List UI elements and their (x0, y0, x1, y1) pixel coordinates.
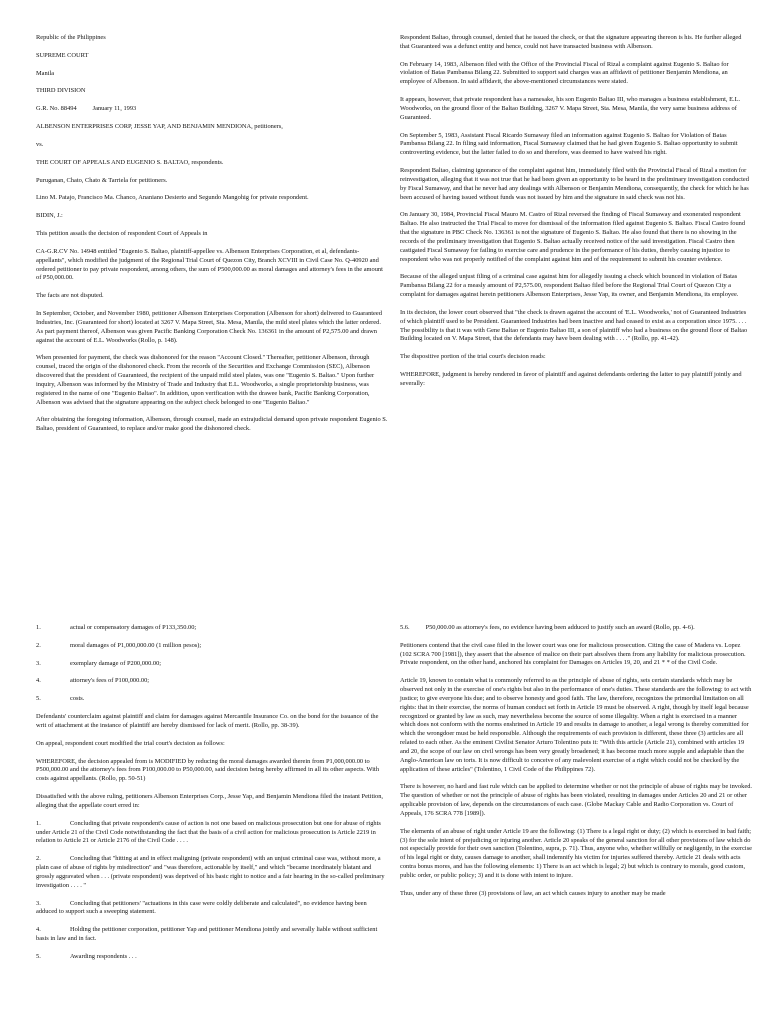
damages-item (36, 660, 388, 669)
paragraph: Thus, under any of these three (3) provisions of law, an act which causes injury to another may be made (400, 889, 666, 897)
header-counsel-respondent: Lino M. Patajo, Francisco Ma. Chanco, Ananiano Desierto and Segundo Mangohig for private respondent. (36, 194, 309, 202)
paragraph: On February 14, 1983, Albenson filed with the Office of the Provincial Fiscal of Rizal a complaint against Eugenio S. Baltao for violation of Batas Pambansa Bilang 22. Submitted to support said charges was an affidavit of petitioner Benjamin Mendiona, an employee of Albenson. In said affidavit, the above-mentioned circumstances were stated. (400, 60, 729, 86)
item-text: Holding the petitioner corporation, petitioner Yap and petitioner Mendiona jointly and severally liable without sufficient basis in law and in fact. (36, 926, 378, 943)
header-respondents: THE COURT OF APPEALS AND EUGENIO S. BALTAO, respondents. (36, 158, 224, 166)
paragraph: Article 19, known to contain what is commonly referred to as the principle of abuse of rights, sets certain standards which may be observed not only in the exercise of one's rights but also in the performance of one's duties. These standards are the following: to act with justice; to give everyone his due; and to observe honesty and good faith. The law, therefore, recognizes the primordial limitation on all rights: that in their exercise, the norms of human conduct set forth in Article 19 must be observed. A right, though by itself legal because recognized or granted by law as such, may nevertheless become the source of some illegality. When a right is exercised in a manner which does not conform with the norms enshrined in Article 19 and results in damage to another, a legal wrong is thereby committed for which the wrongdoer must be held responsible. Although the requirements of each provision is different, these three (3) articles are all related to each other. As the eminent Civilist Senator Arturo Tolentino puts it: "With this article (Article 21), combined with articles 19 and 20, the scope of our law on civil wrongs has been very greatly broadened; it has become much more supple and adaptable than the Anglo-American law on torts. It is now difficult to conceive of any malevolent exercise of a right which could not be checked by the application of these articles" (Tolentino, 1 Civil Code of the Philippines 72). (400, 677, 752, 773)
item-number: 3. (36, 899, 41, 907)
item-text: Awarding respondents . . . (70, 952, 137, 960)
error-item (36, 953, 388, 962)
paragraph: Respondent Baltao, through counsel, denied that he issued the check, or that the signature appearing thereon is his. He further alleged that Guaranteed was a defunct entity and hence, could not have transacted business with Albenson. (400, 34, 742, 50)
item-number: 4. (36, 677, 41, 685)
paragraph: Dissatisfied with the above ruling, petitioners Albenson Enterprises Corp., Jesse Yap, and Benjamin Mendiona filed the instant Petition, alleging that the appellate court erred in: (36, 793, 383, 809)
paragraph: It appears, however, that private respondent has a namesake, his son Eugenio Baltao III, who manages a business establishment, E.L. Woodworks, on the ground floor of the Baltao Building, 3267 V. Mapa Street, Sta. Mesa, Manila, the very same business address of Guaranteed. (400, 96, 741, 121)
paragraph: After obtaining the foregoing information, Albenson, through counsel, made an extrajudicial demand upon private respondent Eugenio S. Baltao, president of Guaranteed, to replace and/or make good the dishonored check. (36, 416, 388, 433)
header-ponente: BIDIN, J.: (36, 212, 63, 220)
paragraph: Because of the alleged unjust filing of a criminal case against him for allegedly issuing a check which bounced in violation of Batas Pambansa Bilang 22 for a measly amount of P2,575.00, respondent Baltao filed before the Regional Trial Court of Quezon City a complaint for damages against herein petitioners Albenson Enterprises, Jesse Yap, its owner, and Benjamin Mendiona, its employee. (400, 273, 739, 299)
item-text: actual or compensatory damages of P133,350.00; (70, 624, 197, 631)
case-header (36, 34, 388, 221)
paragraph: On appeal, respondent court modified the trial court's decision as follows: (36, 739, 225, 747)
paragraph: Defendants' counterclaim against plaintiff and claim for damages against Mercantile Insurance Co. on the bond for the issuance of the writ of attachment at the instance of plaintiff are hereby dismissed for lack of merit. (Rollo, pp. 38-39). (36, 713, 379, 729)
item-number: 4. (36, 926, 41, 934)
paragraph: Respondent Baltao, claiming ignorance of the complaint against him, immediately filed with the Provincial Fiscal of Rizal a motion for reinvestigation, alleging that it was not true that he had been given an opportunity to be heard in the preliminary investigation conducted by Fiscal Sumaway, and that he never had any dealings with Albenson or Benjamin Mendiona, consequently, the check for which he has been accused of having issued without funds was not issued by him and the signature in said check was not his. (400, 167, 749, 201)
paragraph: The dispositive portion of the trial court's decision reads: (400, 353, 546, 361)
paragraph: On September 5, 1983, Assistant Fiscal Ricardo Sumaway filed an information against Eugenio S. Baltao for Violation of Batas Pambansa Bilang 22. In filing said information, Fiscal Sumaway claimed that he had given Eugenio S. Baltao opportunity to submit controverting evidence, but the latter failed to do so and therefore, was deemed to have waived his right. (400, 131, 738, 157)
paragraph: There is however, no hard and fast rule which can be applied to determine whether or not the principle of abuse of rights may be invoked. The question of whether or not the principle of abuse of rights has been violated, resulting in damages under Articles 20 and 21 or other applicable provision of law, depends on the circumstances of each case. (Globe Mackay Cable and Radio Corporation vs. Court of Appeals, 176 SCRA 778 [1989]). (400, 783, 752, 817)
header-division: THIRD DIVISION (36, 87, 86, 95)
page-1-right-column (400, 34, 752, 398)
header-gr-number: G.R. No. 88494 January 11, 1993 (36, 105, 137, 113)
paragraph: CA-G.R.CV No. 14948 entitled "Eugenio S. Baltao, plaintiff-appellee vs. Albenson Enterprises Corporation, et al, defendants-appellants", which modified the judgment of the Regional Trial Court of Quezon City, Branch XCVIII in Civil Case No. Q-40920 and ordered petitioner to pay private respondent, among others, the sum of P500,000.00 as moral damages and attorney's fees in the amount of P50,000.00. (36, 247, 383, 282)
page-2-left-column (36, 624, 388, 971)
paragraph: This petition assails the decision of respondent Court of Appeals in (36, 230, 208, 238)
item-text: moral damages of P1,000,000.00 (1 million pesos); (70, 641, 202, 649)
paragraph: WHEREFORE, the decision appealed from is MODIFIED by reducing the moral damages awarded therein from P1,000,000.00 to P500,000.00 and the attorney's fees from P100,000.00 to P50,000.00, said decision being hereby affirmed in all its other aspects. With costs against appellants. (Rollo, pp. 50-51) (36, 757, 380, 783)
error-item (36, 855, 388, 890)
header-counsel-petitioners: Puruganan, Chato, Chato & Tarriela for petitioners. (36, 176, 168, 184)
header-versus: vs. (36, 140, 44, 148)
error-item (36, 900, 388, 918)
paragraph: The facts are not disputed. (36, 292, 104, 300)
item-text: Concluding that private respondent's cause of action is not one based on malicious prosecution but one for abuse of rights under Article 21 of the Civil Code notwithstanding the fact that the basis of a civil action for malicious prosecution is Article 2219 in relation to Article 21 or Article 2176 of the Civil Code . . . . (36, 819, 381, 845)
item-number: 5. (36, 952, 41, 960)
header-city: Manila (36, 69, 55, 77)
paragraph: The elements of an abuse of right under Article 19 are the following: (1) There is a legal right or duty; (2) which is exercised in bad faith; (3) for the sole intent of prejudicing or injuring another. Article 20 speaks of the general sanction for all other provisions of law which do not especially provide for their own sanction (Tolentino, supra, p. 71). Thus, anyone who, whether willfully or negligently, in the exercise of his legal right or duty, causes damage to another, shall indemnify his victim for injuries suffered thereby. Article 21 deals with acts contra bonus mores, and has the following elements: 1) There is an act which is legal; 2) but which is contrary to morals, good custom, public order, or public policy; 3) and it is done with intent to injure. (400, 827, 753, 879)
header-republic: Republic of the Philippines (36, 34, 106, 41)
paragraph: In its decision, the lower court observed that "the check is drawn against the account of 'E.L. Woodworks,' not of Guaranteed Industries of which plaintiff used to be President. Guaranteed Industries had been inactive and had ceased to exist as a corporation since 1975. . . . The possibility is that it was with Gene Baltao or Eugenio Baltao III, a son of plaintiff who had a business on the ground floor of Baltao Building located on V. Mapa Street, that the defendants may have been dealing with . . . ." (Rollo, pp. 41-42). (400, 308, 748, 343)
page-2 (0, 512, 768, 1024)
item-number: 2. (36, 641, 41, 649)
paragraph: On January 30, 1984, Provincial Fiscal Mauro M. Castro of Rizal reversed the finding of Fiscal Sumaway and exonerated respondent Baltao. He also instructed the Trial Fiscal to move for dismissal of the information filed against Eugenio S. Baltao. Fiscal Castro found that the signature in PBC Check No. 136361 is not the signature of Eugenio S. Baltao. He also found that there is no showing in the records of the preliminary investigation that Eugenio S. Baltao actually received notice of the said investigation. Fiscal Castro then castigated Fiscal Sumaway for failing to exercise care and prudence in the performance of his duties, thereby causing injustice to respondent who was not properly notified of the complaint against him and of the requirement to submit his counter evidence. (400, 211, 746, 263)
paragraph: When presented for payment, the check was dishonored for the reason "Account Closed." Thereafter, petitioner Albenson, through counsel, traced the origin of the dishonored check. From the records of the Securities and Exchange Commission (SEC), Albenson discovered that the president of Guaranteed, the recipient of the unpaid mild steel plates, was one "Eugenio S. Baltao." Upon further inquiry, Albenson was informed by the Ministry of Trade and Industry that E.L. Woodworks, a single proprietorship business, was registered in the name of one "Eugenio Baltao". In addition, upon verification with the drawee bank, Pacific Banking Corporation, Albenson was advised that the signature appearing on the subject check belonged to one "Eugenio Baltao." (36, 354, 375, 406)
item-text: Concluding that "hitting at and in effect maligning (private respondent) with an unjust criminal case was, without more, a plain case of abuse of rights by misdirection" and "was therefore, actionable by itself," and which "became inordinately blatant and grossly aggravated when . . . (private respondent) was deprived of his basic right to notice and a fair hearing in the so-called preliminary investigation . . . . " (36, 855, 385, 889)
header-court: SUPREME COURT (36, 51, 89, 59)
item-text: exemplary damage of P200,000.00; (70, 659, 162, 667)
paragraph: 5.6. P50,000.00 as attorney's fees, no evidence having been adduced to justify such an award (Rollo, pp. 4-6). (400, 624, 695, 631)
item-number: 1. (36, 819, 41, 827)
error-item (36, 926, 388, 944)
item-text: costs. (70, 695, 85, 703)
item-number: 1. (36, 624, 41, 631)
paragraph: Petitioners contend that the civil case filed in the lower court was one for malicious prosecution. Citing the case of Madera vs. Lopez (102 SCRA 700 [1981]), they assert that the absence of malice on their part absolves them from any liability for malicious prosecution. Private respondent, on the other hand, anchored his complaint for Damages on Articles 19, 20, and 21 * * of the Civil Code. (400, 641, 746, 667)
item-number: 3. (36, 659, 41, 667)
paragraph: WHEREFORE, judgment is hereby rendered in favor of plaintiff and against defendants ordering the latter to pay plaintiff jointly and severally: (400, 371, 742, 387)
item-text: Concluding that petitioners' "actuations in this case were coldly deliberate and calculated", no evidence having been adduced to support such a sweeping statement. (36, 899, 367, 916)
error-item (36, 820, 388, 846)
item-number: 2. (36, 855, 41, 863)
damages-item (36, 677, 388, 686)
item-number: 5. (36, 695, 41, 703)
damages-item (36, 624, 388, 633)
page-2-right-column (400, 624, 752, 908)
item-text: attorney's fees of P100,000.00; (70, 677, 150, 685)
paragraph: In September, October, and November 1980, petitioner Albenson Enterprises Corporation (Albenson for short) delivered to Guaranteed Industries, Inc. (Guaranteed for short) located at 3267 V. Mapa Street, Sta. Mesa, Manila, the mild steel plates which the latter ordered. As part payment thereof, Albenson was given Pacific Banking Corporation Check No. 136361 in the amount of P2,575.00 and drawn against the account of E.L. Woodworks (Rollo, p. 148). (36, 310, 382, 344)
damages-item (36, 695, 388, 704)
page-1-left-column (36, 34, 388, 443)
header-petitioners: ALBENSON ENTERPRISES CORP, JESSE YAP, AND BENJAMIN MENDIONA, petitioners, (36, 123, 283, 131)
damages-item (36, 642, 388, 651)
